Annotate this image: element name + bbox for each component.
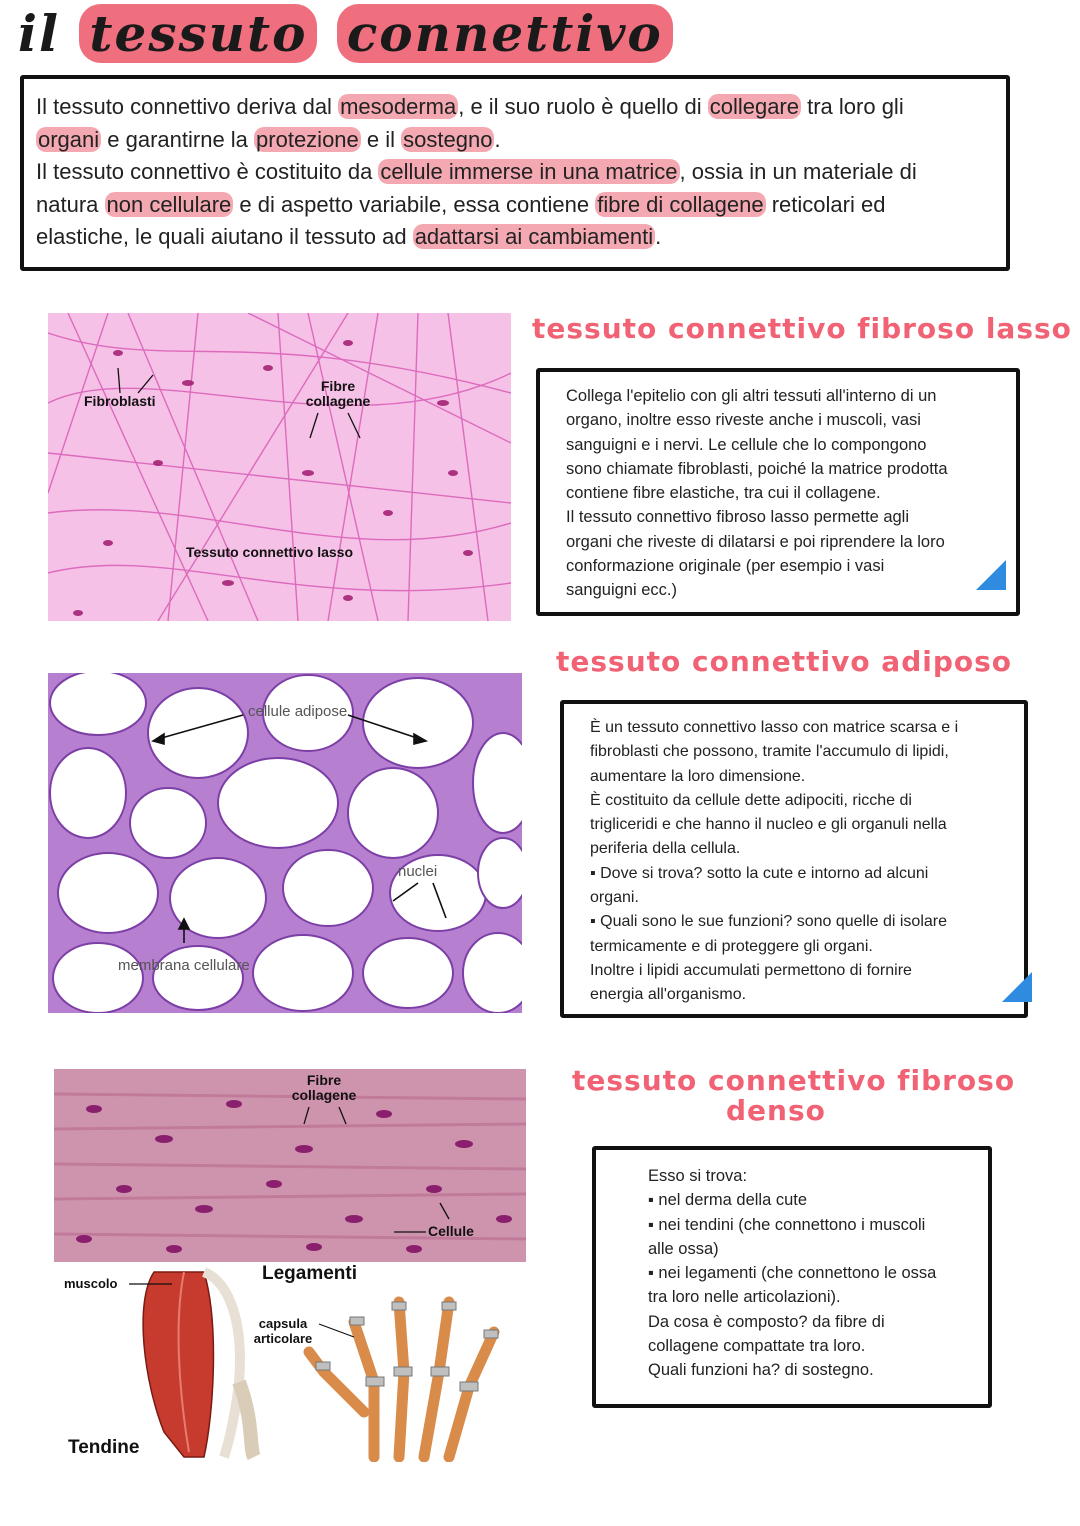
- section1-line: Collega l'epitelio con gli altri tessuti all'interno di un: [566, 387, 937, 405]
- label-fibre: Fibre collagene: [305, 378, 371, 409]
- section3-line: alle ossa): [648, 1239, 719, 1258]
- section3-line: Da cosa è composto? da fibre di: [648, 1312, 885, 1331]
- section2-line: ▪ Dove si trova? sotto la cute e intorno ad alcuni: [590, 864, 929, 882]
- section2-line: termicamente e di proteggere gli organi.: [590, 937, 873, 955]
- corner-triangle-icon: [1002, 972, 1032, 1002]
- label-muscolo: muscolo: [64, 1276, 118, 1291]
- anatomy-drawing: [54, 1262, 526, 1462]
- section1-line: contiene fibre elastiche, tra cui il collagene.: [566, 484, 881, 503]
- section2-line: ▪ Quali sono le sue funzioni? sono quelle di isolare: [590, 913, 948, 931]
- title-word-tessuto: tessuto: [79, 4, 317, 63]
- label-fibre-collagene: Fibre collagene: [291, 1072, 357, 1103]
- section2-line: periferia della cellula.: [590, 840, 741, 858]
- section2-line: aumentare la loro dimensione.: [590, 767, 806, 785]
- corner-triangle-icon: [976, 560, 1006, 590]
- section1-line: organo, inoltre esso riveste anche i muscoli, vasi: [566, 411, 921, 430]
- loose-tissue-micrograph: [48, 313, 511, 621]
- section3-title: tessuto connettivo fibroso: [572, 1064, 1016, 1097]
- section2-title: tessuto connettivo adiposo: [556, 645, 1013, 678]
- label-tendine: Tendine: [68, 1437, 140, 1458]
- label-tessuto-lasso: Tessuto connettivo lasso: [186, 544, 353, 560]
- label-cellule-adipose: cellule adipose: [248, 703, 348, 720]
- section3-box: [592, 1146, 992, 1408]
- section2-line: energia all'organismo.: [590, 986, 747, 1004]
- intro-line-3: Il tessuto connettivo è costituito da cellule immerse in una matrice, ossia in un materiale di: [36, 159, 917, 184]
- intro-line-2: organi e garantirne la protezione e il sostegno.: [38, 126, 501, 152]
- label-nuclei: nuclei: [398, 863, 438, 880]
- intro-line-5: elastiche, le quali aiutano il tessuto ad adattarsi ai cambiamenti.: [36, 224, 662, 249]
- section1-title: tessuto connettivo fibroso lasso: [532, 312, 1072, 345]
- section1-line: Il tessuto connettivo fibroso lasso permette agli: [566, 508, 910, 527]
- section1-line: sono chiamate fibroblasti, poiché la matrice prodotta: [566, 459, 948, 478]
- section3-line: ▪ nel derma della cute: [648, 1191, 808, 1210]
- section3-line: tra loro nelle articolazioni).: [648, 1288, 841, 1307]
- section2-box: [560, 700, 1028, 1018]
- section3-line: collagene compattate tra loro.: [648, 1337, 866, 1356]
- section2-line: trigliceridi e che hanno il nucleo e gli organuli nella: [590, 816, 947, 834]
- section3-title-line2: denso: [726, 1094, 826, 1127]
- section1-box: [536, 368, 1020, 616]
- intro-box: [20, 75, 1010, 271]
- label-fibroblasti: Fibroblasti: [84, 393, 156, 409]
- section2-line: organi.: [590, 889, 639, 907]
- dense-tissue-micrograph: [54, 1069, 526, 1262]
- title-word-connettivo: connettivo: [337, 4, 673, 63]
- section3-line: Esso si trova:: [648, 1167, 748, 1185]
- section3-line: ▪ nei legamenti (che connettono le ossa: [648, 1264, 937, 1283]
- section1-line: sanguigni e i nervi. Le cellule che lo compongono: [566, 435, 927, 454]
- section2-line: È un tessuto connettivo lasso con matrice scarsa e i: [590, 719, 959, 736]
- section1-line: sanguigni ecc.): [566, 581, 677, 600]
- label-legamenti: Legamenti: [262, 1263, 358, 1284]
- label-capsula-articolare: capsula articolare: [253, 1316, 313, 1346]
- label-cellule: Cellule: [428, 1223, 474, 1239]
- section2-line: fibroblasti che possono, tramite l'accumulo di lipidi,: [590, 743, 949, 761]
- tendon-ligament-illustration: [54, 1262, 526, 1462]
- loose-tissue-drawing: [48, 313, 511, 621]
- section1-line: conformazione originale (per esempio i vasi: [566, 557, 885, 576]
- section2-line: È costituito da cellule dette adipociti, ricche di: [590, 791, 912, 809]
- intro-line-1: Il tessuto connettivo deriva dal mesoderma, e il suo ruolo è quello di collegare tra loro gli: [36, 94, 904, 119]
- section3-line: ▪ nei tendini (che connettono i muscoli: [648, 1215, 926, 1234]
- section3-line: Quali funzioni ha? di sostegno.: [648, 1361, 874, 1380]
- intro-line-4: natura non cellulare e di aspetto variabile, essa contiene fibre di collagene reticolari ed: [36, 191, 886, 217]
- title-word-il: il: [18, 4, 60, 63]
- adipose-tissue-micrograph: [48, 673, 522, 1013]
- page-title: [18, 4, 673, 63]
- section2-line: Inoltre i lipidi accumulati permettono di fornire: [590, 961, 912, 979]
- section1-line: organi che riveste di dilatarsi e poi riprendere la loro: [566, 532, 945, 551]
- label-membrana-cellulare: membrana cellulare: [118, 957, 250, 974]
